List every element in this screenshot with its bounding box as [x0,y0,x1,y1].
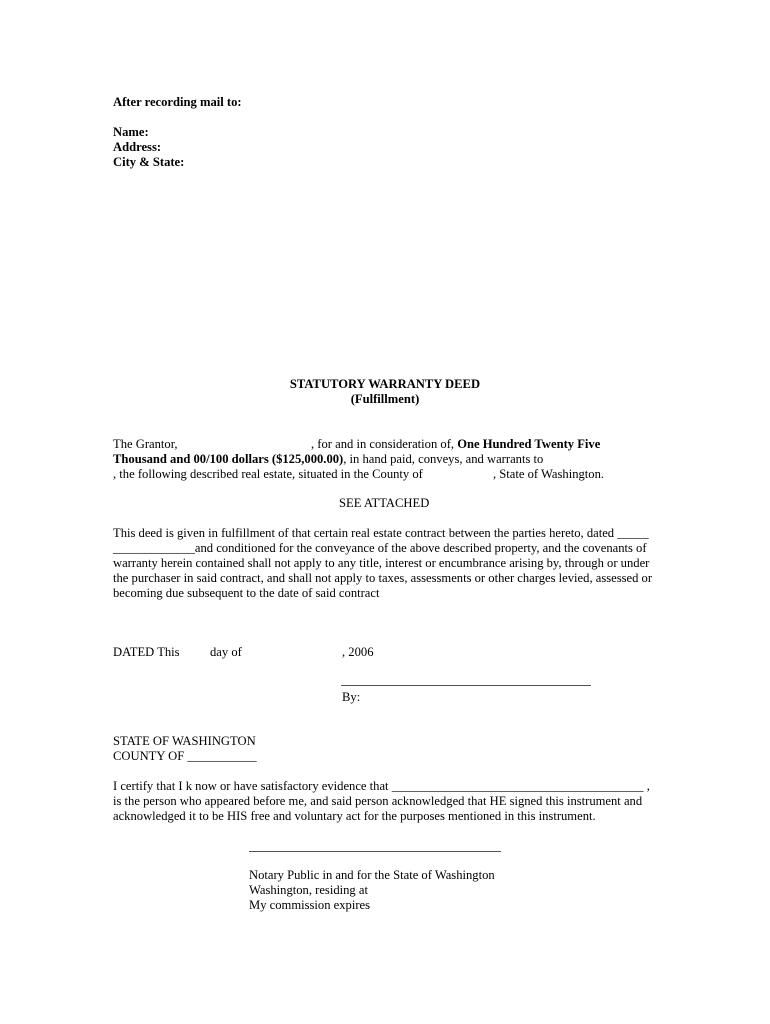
day-of: day of [210,645,242,659]
by-label: By: [342,690,361,704]
return-heading: After recording mail to: [113,95,242,109]
signature-line [341,685,591,686]
notary-line-1: Notary Public in and for the State of Washington [249,868,495,882]
grantor-label: The Grantor, [113,437,178,451]
address-label: Address: [113,140,162,154]
fulfillment-line-2: _____________and conditioned for the conveyance of the above described property, and the covenants of [113,541,647,555]
see-attached: SEE ATTACHED [339,496,430,510]
county-text: , the following described real estate, situated in the County of [113,467,423,481]
fulfillment-line-1: This deed is given in fulfillment of that certain real estate contract between the parties hereto, dated _____ [113,526,649,540]
county-of: COUNTY OF ___________ [113,749,257,763]
state-of-washington: STATE OF WASHINGTON [113,734,256,748]
amount-words: One Hundred Twenty Five [457,437,601,451]
notary-line-3: My commission expires [249,898,371,912]
amount-figures: Thousand and 00/100 dollars ($125,000.00) [113,452,344,466]
fulfillment-line-4: the purchaser in said contract, and shall not apply to taxes, assessments or other charges levied, assessed or [113,571,653,585]
deed-title: STATUTORY WARRANTY DEED [289,377,481,391]
notary-signature-line [249,851,501,852]
amount-line: Thousand and 00/100 dollars ($125,000.00), in hand paid, conveys, and warrants to [113,452,544,466]
name-label: Name: [113,125,149,139]
certify-line-2: is the person who appeared before me, and said person acknowledged that HE signed this instrument and [113,794,643,808]
state-text: , State of Washington. [493,467,605,481]
certify-line-3: acknowledged it to be HIS free and voluntary act for the purposes mentioned in this instrument. [113,809,596,823]
fulfillment-line-5: becoming due subsequent to the date of said contract [113,586,380,600]
dated-this: DATED This [113,645,180,659]
dated-year: , 2006 [342,645,374,659]
fulfillment-line-3: warranty herein contained shall not apply to any title, interest or encumbrance arising by, through or under [113,556,650,570]
notary-line-2: Washington, residing at [249,883,368,897]
certify-line-1: I certify that I k now or have satisfactory evidence that ________________________________________ , [113,779,650,793]
deed-subtitle: (Fulfillment) [350,392,420,406]
consideration-text: , for and in consideration of, One Hundred Twenty Five [311,437,601,451]
city-state-label: City & State: [113,155,185,169]
